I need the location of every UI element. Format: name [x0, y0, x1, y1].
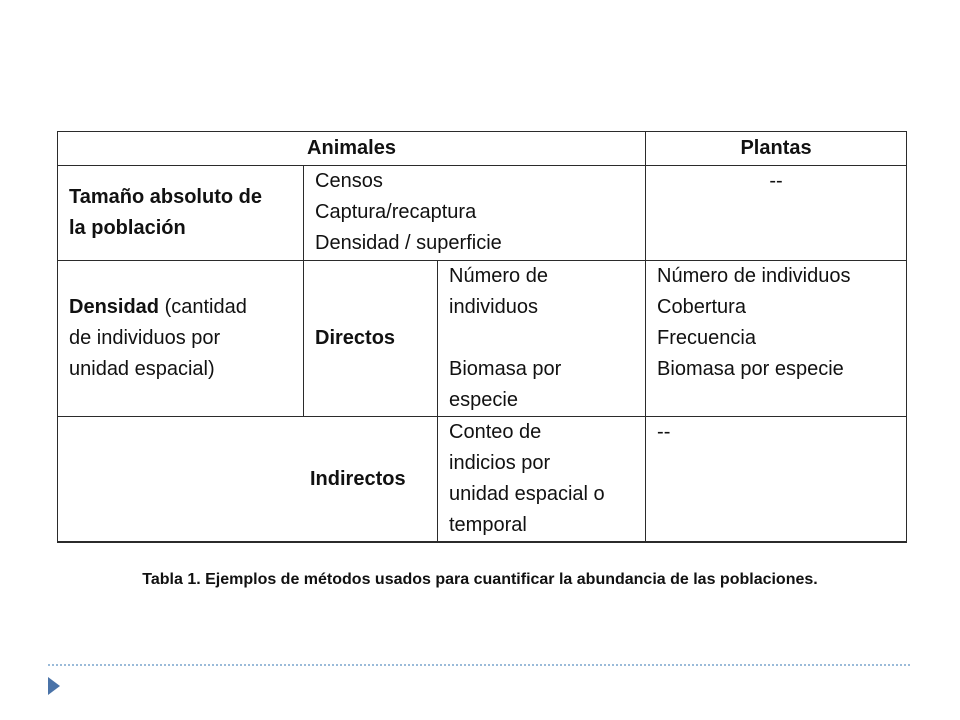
indirect-items: [438, 417, 646, 543]
plantas-absolute: --: [646, 166, 907, 261]
plantas-density-item-4: Biomasa por especie: [657, 358, 844, 380]
absolute-methods: [304, 166, 646, 261]
plantas-indirect: --: [646, 417, 907, 543]
label-directos: Directos: [304, 261, 438, 417]
directos-spacer: [449, 323, 645, 354]
plantas-density-item-1: Número de individuos: [657, 265, 851, 287]
label-indirectos: Indirectos: [310, 467, 406, 490]
label-density-line-1: [69, 292, 303, 323]
indirect-item-2: indicios por: [449, 452, 551, 474]
plantas-density: [646, 261, 907, 417]
table-caption: Tabla 1. Ejemplos de métodos usados para cuantificar la abundancia de las poblaciones.: [142, 571, 818, 588]
table-header-row: [58, 132, 907, 166]
directos-item-1: Número de: [449, 265, 548, 287]
method-densidad-superficie: Densidad / superficie: [315, 232, 502, 254]
footer-divider: [48, 664, 910, 666]
directos-item-4: especie: [449, 389, 518, 411]
label-density-rest: (cantidad: [159, 296, 247, 318]
plantas-density-item-2: Cobertura: [657, 296, 746, 318]
label-absolute-size: [58, 166, 304, 261]
indirect-item-1: Conteo de: [449, 421, 542, 443]
label-density-line-2: de individuos por: [69, 327, 221, 349]
label-absolute-line-2: la población: [69, 217, 186, 239]
header-plantas: Plantas: [646, 132, 907, 166]
label-density-bold: Densidad: [69, 296, 160, 318]
label-absolute-line-1: Tamaño absoluto de: [69, 186, 262, 208]
table-row-density: [58, 261, 907, 417]
directos-item-2: individuos: [449, 296, 538, 318]
table-row-indirect: [58, 417, 907, 543]
triangle-right-icon: [48, 677, 60, 695]
label-density-line-3: unidad espacial): [69, 358, 215, 380]
methods-table: [57, 131, 907, 543]
table-row-absolute: [58, 166, 907, 261]
method-captura: Captura/recaptura: [315, 201, 477, 223]
directos-items: [438, 261, 646, 417]
plantas-density-item-3: Frecuencia: [657, 327, 756, 349]
label-indirectos-cell: [58, 417, 438, 543]
method-censos: Censos: [315, 170, 383, 192]
indirect-item-3: unidad espacial o: [449, 483, 605, 505]
label-density: [58, 261, 304, 417]
directos-item-3: Biomasa por: [449, 358, 562, 380]
header-animales: Animales: [58, 132, 646, 166]
indirect-item-4: temporal: [449, 514, 527, 536]
